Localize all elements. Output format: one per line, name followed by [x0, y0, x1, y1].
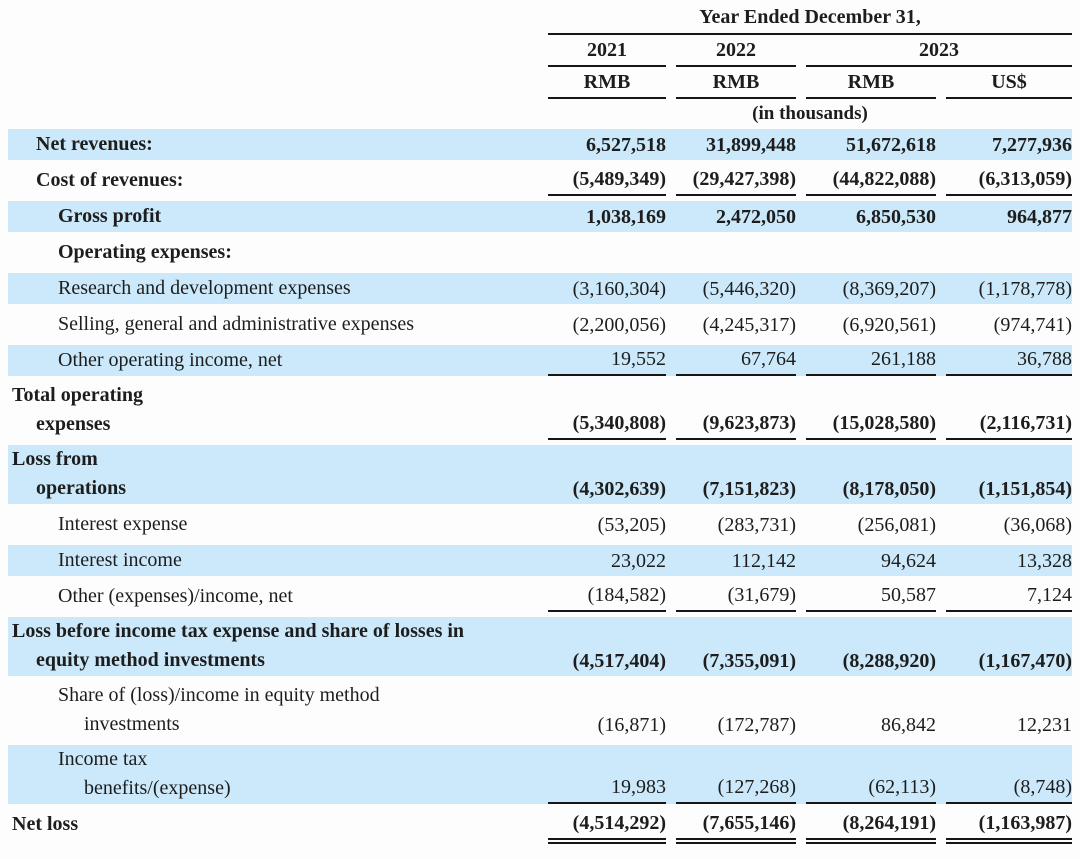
cell-value: (6,313,059): [946, 165, 1072, 196]
row-label-line: Loss before income tax expense and share of losses in: [12, 620, 465, 642]
cell-value: (7,151,823): [702, 478, 796, 500]
table-row: [8, 681, 1072, 740]
currency-header-rmb-2021: RMB: [548, 67, 666, 99]
table-row: [8, 237, 1072, 268]
cell-value: (4,514,292): [548, 809, 666, 844]
row-label: [8, 381, 538, 440]
cell-value: [946, 237, 1072, 268]
cell-value: (6,920,561): [842, 314, 936, 336]
unit-note: (in thousands): [752, 103, 868, 124]
row-label-line: Cost of revenues:: [36, 169, 184, 191]
cell-value: (1,178,778): [978, 278, 1072, 300]
cell-value: 12,231: [1017, 714, 1072, 736]
cell-value: 1,038,169: [586, 206, 666, 228]
table-row: [8, 165, 1072, 196]
cell-value: (172,787): [717, 714, 796, 736]
cell-value: (8,178,050): [842, 478, 936, 500]
year-header-2021: 2021: [548, 35, 666, 67]
cell-value: 19,552: [548, 345, 666, 376]
table-row: [8, 581, 1072, 612]
cell-value: 94,624: [881, 550, 936, 572]
row-label-line: benefits/(expense): [84, 777, 231, 799]
cell-value: 964,877: [1007, 206, 1072, 228]
table-row: [8, 617, 1072, 676]
cell-value: (7,655,146): [676, 809, 796, 844]
row-label-line: Other operating income, net: [58, 349, 283, 371]
row-label-line: Research and development expenses: [58, 277, 351, 299]
row-label: [8, 681, 538, 740]
header-years-row: [8, 35, 1072, 67]
row-label: [8, 745, 538, 804]
row-label-line: Operating expenses:: [58, 241, 232, 263]
cell-value: [806, 237, 936, 268]
row-label-line: Net revenues:: [36, 133, 153, 155]
cell-value: (8,748): [946, 745, 1072, 804]
cell-value: (2,200,056): [572, 314, 666, 336]
header-note-row: [8, 99, 1072, 129]
cell-value: (256,081): [857, 514, 936, 536]
row-label: [8, 345, 538, 376]
cell-value: [548, 237, 666, 268]
table-row: [8, 545, 1072, 576]
row-label: [8, 237, 538, 268]
table-row: [8, 345, 1072, 376]
cell-value: (8,288,920): [842, 650, 936, 672]
cell-value: (29,427,398): [676, 165, 796, 196]
cell-value: (4,517,404): [572, 650, 666, 672]
cell-value: 86,842: [881, 714, 936, 736]
year-header-2023: 2023: [806, 35, 1072, 67]
cell-value: 23,022: [611, 550, 666, 572]
row-label-line: investments: [84, 713, 180, 735]
table-row: [8, 445, 1072, 504]
cell-value: 7,124: [946, 581, 1072, 612]
header-currency-row: [8, 67, 1072, 99]
currency-header-rmb-2022: RMB: [676, 67, 796, 99]
row-label: [8, 165, 538, 196]
cell-value: (53,205): [597, 514, 666, 536]
cell-value: (16,871): [597, 714, 666, 736]
row-label: [8, 445, 538, 504]
header-title-row: [8, 4, 1072, 35]
currency-header-rmb-2023: RMB: [806, 67, 936, 99]
cell-value: (36,068): [1003, 514, 1072, 536]
cell-value: (1,167,470): [978, 650, 1072, 672]
cell-value: (15,028,580): [806, 381, 936, 440]
row-label: [8, 309, 538, 340]
row-label-line: Income tax: [58, 748, 148, 770]
row-label-line: expenses: [36, 413, 111, 435]
row-label-line: Net loss: [12, 813, 79, 835]
cell-value: 51,672,618: [846, 134, 936, 156]
row-label-line: Loss from: [12, 448, 98, 470]
row-label: [8, 129, 538, 160]
cell-value: 2,472,050: [716, 206, 796, 228]
year-header-2022: 2022: [676, 35, 796, 67]
cell-value: (9,623,873): [676, 381, 796, 440]
row-label-line: Selling, general and administrative expenses: [58, 313, 415, 335]
cell-value: 112,142: [731, 550, 796, 572]
cell-value: (974,741): [993, 314, 1072, 336]
row-label: [8, 273, 538, 304]
row-label-line: Interest expense: [58, 513, 188, 535]
table-row: [8, 809, 1072, 840]
table-header: [8, 4, 1072, 129]
cell-value: 6,527,518: [586, 134, 666, 156]
cell-value: (5,446,320): [702, 278, 796, 300]
cell-value: (31,679): [676, 581, 796, 612]
currency-header-usd-2023: US$: [946, 67, 1072, 99]
cell-value: (184,582): [548, 581, 666, 612]
cell-value: 19,983: [548, 745, 666, 804]
cell-value: [676, 237, 796, 268]
cell-value: (44,822,088): [806, 165, 936, 196]
cell-value: (7,355,091): [702, 650, 796, 672]
cell-value: 50,587: [806, 581, 936, 612]
table-row: [8, 273, 1072, 304]
row-label-line: Total operating: [12, 384, 143, 406]
row-label: [8, 581, 538, 612]
period-title: Year Ended December 31,: [548, 4, 1072, 35]
row-label: [8, 201, 538, 232]
row-label-line: operations: [36, 477, 126, 499]
table-row: [8, 509, 1072, 540]
table-row: [8, 745, 1072, 804]
row-label: [8, 809, 538, 844]
cell-value: (4,302,639): [572, 478, 666, 500]
cell-value: 67,764: [676, 345, 796, 376]
row-label: [8, 545, 538, 576]
row-label-line: equity method investments: [36, 649, 265, 671]
cell-value: 36,788: [946, 345, 1072, 376]
table-row: [8, 201, 1072, 232]
row-label-line: Interest income: [58, 549, 182, 571]
cell-value: 31,899,448: [706, 134, 796, 156]
row-label-line: Share of (loss)/income in equity method: [58, 684, 380, 706]
cell-value: (5,489,349): [548, 165, 666, 196]
cell-value: (2,116,731): [946, 381, 1072, 440]
cell-value: 261,188: [806, 345, 936, 376]
cell-value: (127,268): [676, 745, 796, 804]
cell-value: (5,340,808): [548, 381, 666, 440]
table-body: [8, 129, 1072, 840]
cell-value: (8,264,191): [806, 809, 936, 844]
cell-value: 7,277,936: [992, 134, 1072, 156]
cell-value: (62,113): [806, 745, 936, 804]
row-label: [8, 509, 538, 540]
cell-value: (4,245,317): [702, 314, 796, 336]
row-label-line: Gross profit: [58, 205, 162, 227]
cell-value: (3,160,304): [572, 278, 666, 300]
table-row: [8, 309, 1072, 340]
table-row: [8, 129, 1072, 160]
cell-value: (8,369,207): [842, 278, 936, 300]
row-label: [8, 617, 538, 676]
cell-value: 6,850,530: [856, 206, 936, 228]
row-label-line: Other (expenses)/income, net: [58, 585, 293, 607]
cell-value: (1,151,854): [978, 478, 1072, 500]
cell-value: 13,328: [1017, 550, 1072, 572]
cell-value: (283,731): [717, 514, 796, 536]
table-row: [8, 381, 1072, 440]
cell-value: (1,163,987): [946, 809, 1072, 844]
